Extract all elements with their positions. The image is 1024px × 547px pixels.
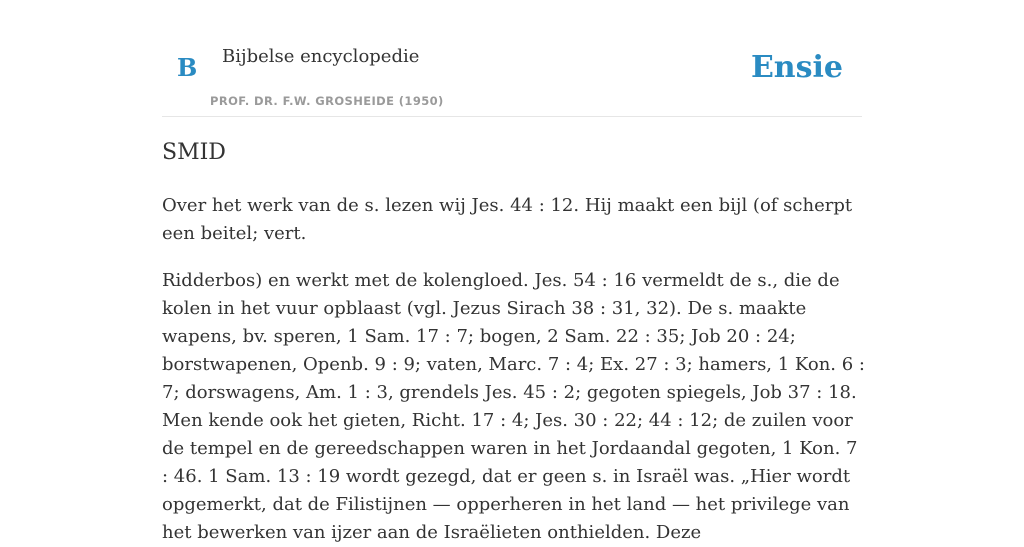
book-author: PROF. DR. F.W. GROSHEIDE (1950) bbox=[210, 94, 444, 108]
brand-logo-link[interactable]: Ensie bbox=[750, 50, 843, 85]
article-paragraph: Over het werk van de s. lezen wij Jes. 44 : 12. Hij maakt een bijl (of scherpt een beitel; vert. bbox=[162, 195, 853, 244]
book-title-link[interactable]: Bijbelse encyclopedie bbox=[222, 46, 420, 67]
article-title: SMID bbox=[162, 140, 226, 165]
article-paragraph: Ridderbos) en werkt met de kolengloed. Jes. 54 : 16 vermeldt de s., die de kolen in het vuur opblaast (vgl. Jezus Sirach 38 : 31, 32). De s. maakte wapens, bv. speren, 1 Sam. 17 : 7; bogen, 2 Sam. 22 : 35; Job 20 : 24; borstwapenen, Openb. 9 : 9; vaten, Marc. 7 : 4; Ex. 27 : 3; hamers, 1 Kon. 6 : 7; dorswagens, Am. 1 : 3, grendels Jes. 45 : 2; gegoten spiegels, Job 37 : 18. Men kende ook het gieten, Richt. 17 : 4; Jes. 30 : 22; 44 : 12; de zuilen voor de tempel en de gereedschappen waren in het Jordaandal gegoten, 1 Kon. 7 : 46. 1 Sam. 13 : 19 wordt gezegd, dat er geen s. in Israël was. „Hier wordt opgemerkt, dat de Filistijnen — opperheren in het land — het privilege van het bewerken van ijzer aan de Israëlieten onthielden. Deze bbox=[162, 270, 865, 543]
header bbox=[162, 0, 862, 117]
book-initial-logo[interactable]: B bbox=[177, 53, 198, 82]
